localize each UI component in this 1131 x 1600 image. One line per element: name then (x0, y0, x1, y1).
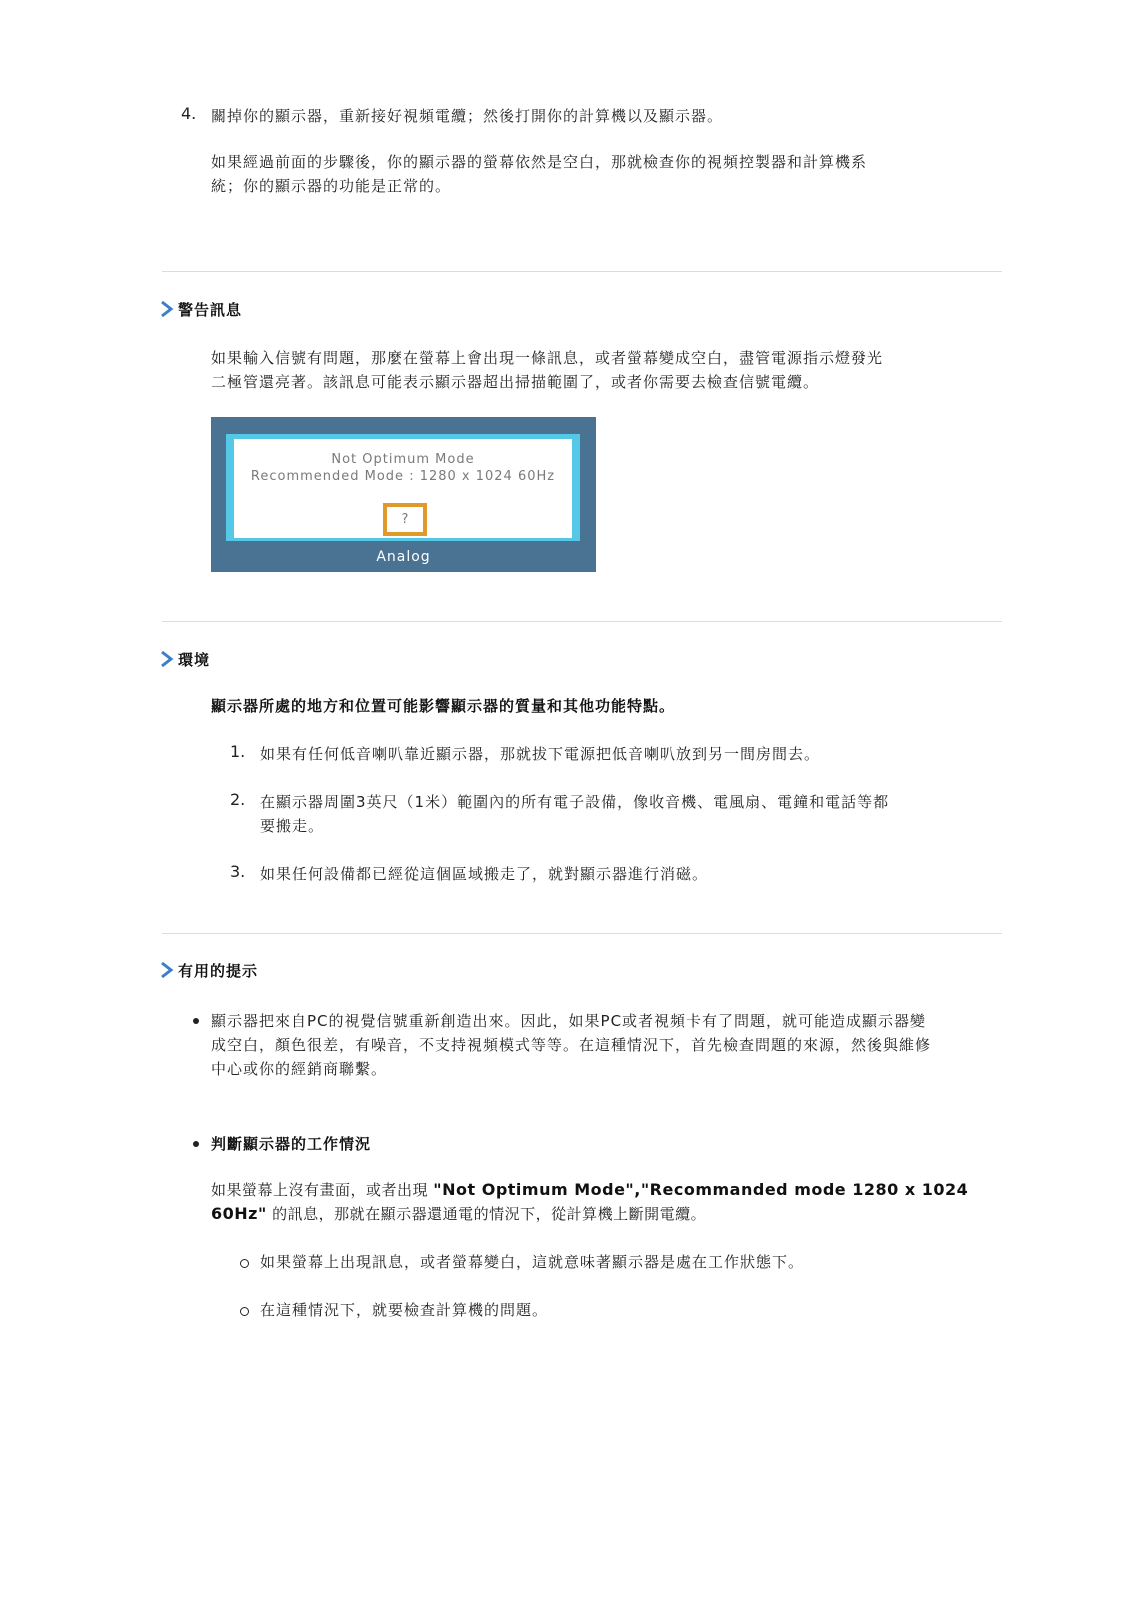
judge-title: 判斷顯示器的工作情況 (211, 1135, 372, 1153)
bullet-dot (193, 1018, 199, 1024)
list-item-text: 要搬走。 (260, 817, 325, 835)
bullet-dot (193, 1141, 199, 1147)
step-number: 4. (181, 104, 197, 123)
sub-item-text: 在這種情況下，就要檢查計算機的問題。 (260, 1301, 549, 1319)
divider (162, 621, 1002, 622)
environment-title: 環境 (178, 650, 211, 669)
bullet-circle (240, 1307, 249, 1316)
osd-frame (226, 434, 580, 541)
judge-prefix: 如果螢幕上沒有畫面，或者出現 (211, 1181, 434, 1199)
list-item-number: 1. (230, 742, 246, 761)
sub-item-text: 如果螢幕上出現訊息，或者螢幕變白，這就意味著顯示器是處在工作狀態下。 (260, 1253, 805, 1271)
divider (162, 933, 1002, 934)
judge-text-line1 (211, 1178, 968, 1202)
bullet-circle (240, 1259, 249, 1268)
osd-analog-label: Analog (376, 549, 431, 565)
chevron-right-icon (160, 961, 174, 979)
tip-text-line2: 成空白，顏色很差，有噪音，不支持視頻模式等等。在這種情況下，首先檢查問題的來源，然後與維修 (211, 1036, 932, 1054)
tip-text-line3: 中心或你的經銷商聯繫。 (211, 1060, 388, 1078)
osd-panel (234, 439, 572, 538)
tips-title: 有用的提示 (178, 961, 259, 980)
list-item-number: 2. (230, 790, 246, 809)
warning-text-line1: 如果輸入信號有問題，那麼在螢幕上會出現一條訊息，或者螢幕變成空白，盡管電源指示燈發光 (211, 349, 884, 367)
list-item-text: 如果任何設備都已經從這個區域搬走了，就對顯示器進行消磁。 (260, 865, 709, 883)
environment-subtitle: 顯示器所處的地方和位置可能影響顯示器的質量和其他功能特點。 (211, 697, 676, 715)
list-item-text: 如果有任何低音喇叭靠近顯示器，那就拔下電源把低音喇叭放到另一間房間去。 (260, 745, 821, 763)
environment-heading (160, 647, 210, 671)
tips-heading (160, 958, 258, 982)
step-followup-line1: 如果經過前面的步驟後，你的顯示器的螢幕依然是空白，那就檢查你的視頻控製器和計算機系 (211, 153, 868, 171)
warning-text-line2: 二極管還亮著。該訊息可能表示顯示器超出掃描範圍了，或者你需要去檢查信號電纜。 (211, 373, 820, 391)
chevron-right-icon (160, 300, 174, 318)
warning-title: 警告訊息 (178, 300, 243, 319)
osd-message-image (211, 417, 596, 572)
chevron-right-icon (160, 650, 174, 668)
judge-suffix: 的訊息，那就在顯示器還通電的情況下，從計算機上斷開電纜。 (266, 1205, 707, 1223)
step-text: 關掉你的顯示器，重新接好視頻電纜；然後打開你的計算機以及顯示器。 (211, 107, 724, 125)
warning-heading (160, 297, 242, 321)
osd-question-box: ? (383, 503, 427, 536)
step-followup-line2: 統；你的顯示器的功能是正常的。 (211, 177, 452, 195)
list-item-number: 3. (230, 862, 246, 881)
judge-bold-message-end: 60Hz" (211, 1204, 267, 1223)
list-item-text: 在顯示器周圍3英尺（1米）範圍內的所有電子設備，像收音機、電風扇、電鐘和電話等都 (260, 793, 890, 811)
judge-text-line2 (211, 1202, 706, 1226)
osd-line2: Recommended Mode : 1280 x 1024 60Hz (250, 469, 556, 484)
osd-line1: Not Optimum Mode (331, 452, 475, 467)
tip-text-line1: 顯示器把來自PC的視覺信號重新創造出來。因此，如果PC或者視頻卡有了問題，就可能造成顯示器變 (211, 1012, 927, 1030)
divider (162, 271, 1002, 272)
judge-bold-message: "Not Optimum Mode","Recommanded mode 1280 x 1024 (433, 1180, 969, 1199)
